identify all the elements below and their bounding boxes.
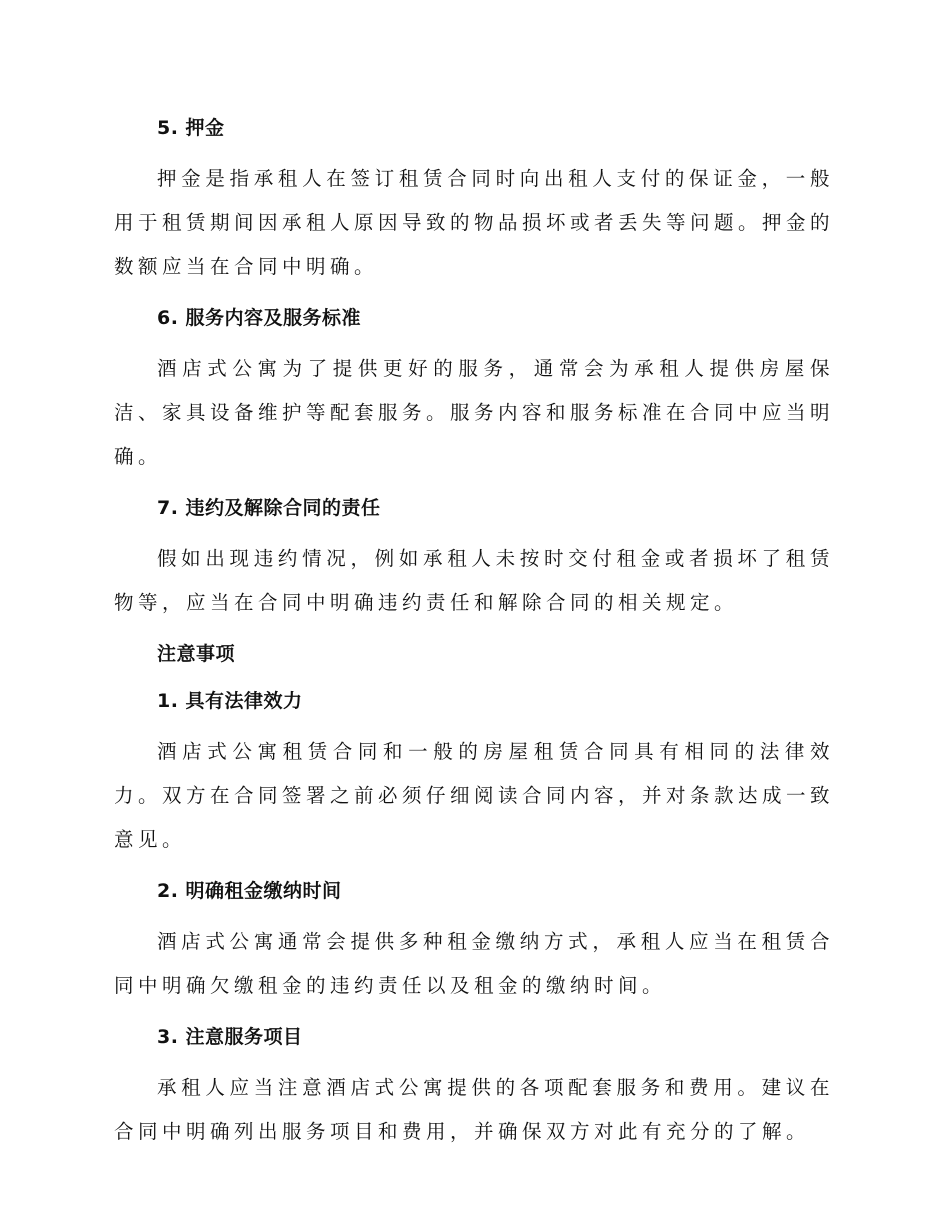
section-heading-rent-payment: 2. 明确租金缴纳时间 (157, 880, 342, 902)
section-body-deposit: 押金是指承租人在签订租赁合同时向出租人支付的保证金，一般用于租赁期间因承租人原因导致的物品损坏或者丢失等问题。押金的数额应当在合同中明确。 (114, 167, 835, 278)
document-body (114, 110, 834, 1165)
section-heading-service-items: 3. 注意服务项目 (157, 1026, 303, 1048)
section-heading-services: 6. 服务内容及服务标准 (157, 307, 362, 329)
section-heading-legal-effect: 1. 具有法律效力 (157, 690, 303, 712)
section-body-breach: 假如出现违约情况，例如承租人未按时交付租金或者损坏了租赁物等，应当在合同中明确违约责任和解除合同的相关规定。 (114, 547, 834, 614)
section-body-rent-payment: 酒店式公寓通常会提供多种租金缴纳方式，承租人应当在租赁合同中明确欠缴租金的违约责任以及租金的缴纳时间。 (114, 930, 834, 997)
section-body-services: 酒店式公寓为了提供更好的服务，通常会为承租人提供房屋保洁、家具设备维护等配套服务。服务内容和服务标准在合同中应当明确。 (114, 357, 835, 468)
section-heading-breach: 7. 违约及解除合同的责任 (157, 497, 381, 519)
section-body-service-items: 承租人应当注意酒店式公寓提供的各项配套服务和费用。建议在合同中明确列出服务项目和费用，并确保双方对此有充分的了解。 (114, 1076, 834, 1143)
section-heading-notes: 注意事项 (157, 643, 236, 665)
section-heading-deposit: 5. 押金 (157, 117, 225, 139)
section-body-legal-effect: 酒店式公寓租赁合同和一般的房屋租赁合同具有相同的法律效力。双方在合同签署之前必须仔细阅读合同内容，并对条款达成一致意见。 (114, 740, 835, 851)
